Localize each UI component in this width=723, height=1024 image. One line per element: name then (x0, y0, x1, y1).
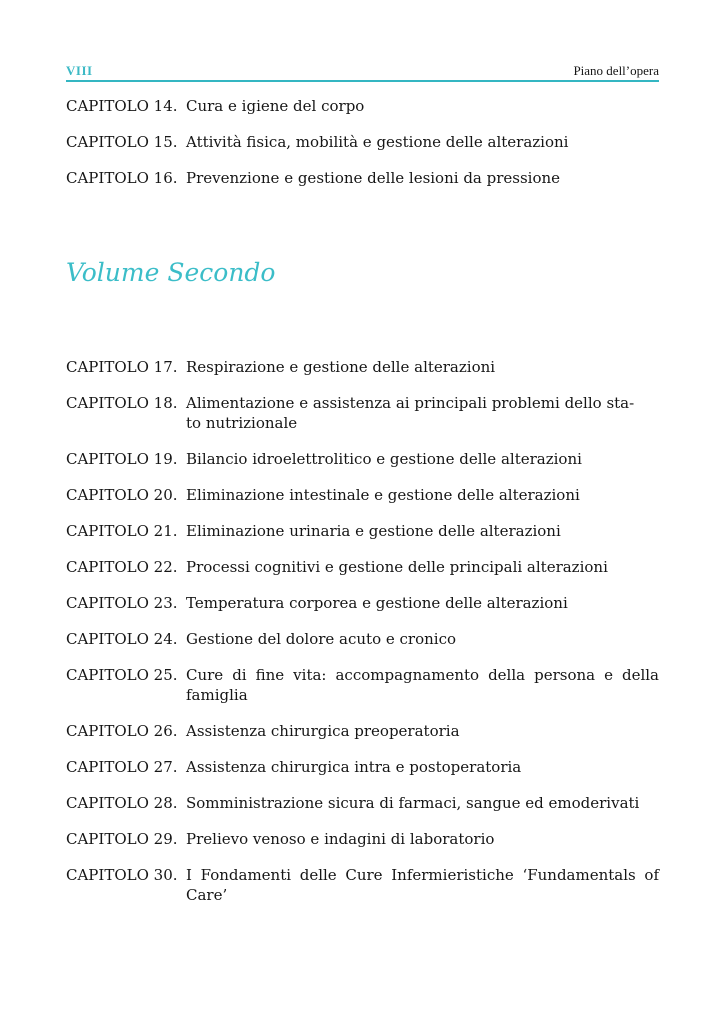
chapter-title: Gestione del dolore acuto e cronico (186, 630, 457, 648)
chapter-label: CAPITOLO 19. (66, 450, 178, 468)
chapter-title: Eliminazione intestinale e gestione delle alterazioni (186, 486, 580, 504)
chapter-entry (66, 665, 659, 705)
chapter-title: Bilancio idroelettrolitico e gestione delle alterazioni (186, 450, 582, 468)
chapter-label: CAPITOLO 23. (66, 594, 178, 612)
chapter-title: Cura e igiene del corpo (186, 97, 365, 115)
chapter-entry (66, 629, 659, 649)
chapter-list-volume-two (66, 357, 659, 921)
chapter-title: Assistenza chirurgica preoperatoria (186, 722, 460, 740)
chapter-list-top (66, 96, 659, 204)
running-title: Piano dell’opera (573, 63, 659, 78)
page-header (66, 62, 659, 82)
chapter-entry (66, 829, 659, 849)
chapter-title: Processi cognitivi e gestione delle principali alterazioni (186, 558, 608, 576)
chapter-title: Assistenza chirurgica intra e postoperatoria (186, 758, 522, 776)
volume-heading: Volume Secondo (66, 258, 276, 287)
chapter-label: CAPITOLO 17. (66, 358, 178, 376)
chapter-label: CAPITOLO 15. (66, 133, 178, 151)
chapter-entry (66, 485, 659, 505)
chapter-title: Eliminazione urinaria e gestione delle alterazioni (186, 522, 561, 540)
chapter-entry (66, 357, 659, 377)
chapter-title: Alimentazione e assistenza ai principali problemi dello sta- to nutrizionale (186, 394, 635, 432)
chapter-label: CAPITOLO 22. (66, 558, 178, 576)
page-number: VIII (66, 63, 93, 78)
chapter-label: CAPITOLO 14. (66, 97, 178, 115)
chapter-entry (66, 557, 659, 577)
chapter-entry (66, 168, 659, 188)
chapter-label: CAPITOLO 20. (66, 486, 178, 504)
chapter-label: CAPITOLO 25. (66, 666, 178, 684)
chapter-label: CAPITOLO 26. (66, 722, 178, 740)
chapter-label: CAPITOLO 16. (66, 169, 178, 187)
chapter-title: Respirazione e gestione delle alterazioni (186, 358, 496, 376)
chapter-title: Prelievo venoso e indagini di laboratorio (186, 830, 495, 848)
chapter-entry (66, 96, 659, 116)
chapter-label: CAPITOLO 18. (66, 394, 178, 412)
chapter-entry (66, 865, 659, 905)
chapter-label: CAPITOLO 30. (66, 866, 178, 884)
chapter-title: Temperatura corporea e gestione delle alterazioni (186, 594, 568, 612)
chapter-title: Prevenzione e gestione delle lesioni da pressione (186, 169, 561, 187)
chapter-entry (66, 757, 659, 777)
chapter-label: CAPITOLO 21. (66, 522, 178, 540)
chapter-entry (66, 521, 659, 541)
chapter-label: CAPITOLO 24. (66, 630, 178, 648)
chapter-label: CAPITOLO 27. (66, 758, 178, 776)
chapter-label: CAPITOLO 28. (66, 794, 178, 812)
chapter-entry (66, 721, 659, 741)
chapter-label: CAPITOLO 29. (66, 830, 178, 848)
chapter-title: Cure di fine vita: accompagnamento della persona e della famiglia (186, 666, 659, 704)
chapter-title: Somministrazione sicura di farmaci, sangue ed emoderivati (186, 794, 640, 812)
chapter-entry (66, 132, 659, 152)
chapter-entry (66, 793, 659, 813)
chapter-entry (66, 593, 659, 613)
chapter-entry (66, 393, 659, 433)
chapter-title: I Fondamenti delle Cure Infermieristiche ‘Fundamentals of Care’ (186, 866, 659, 904)
chapter-entry (66, 449, 659, 469)
chapter-title: Attività fisica, mobilità e gestione delle alterazioni (186, 133, 569, 151)
